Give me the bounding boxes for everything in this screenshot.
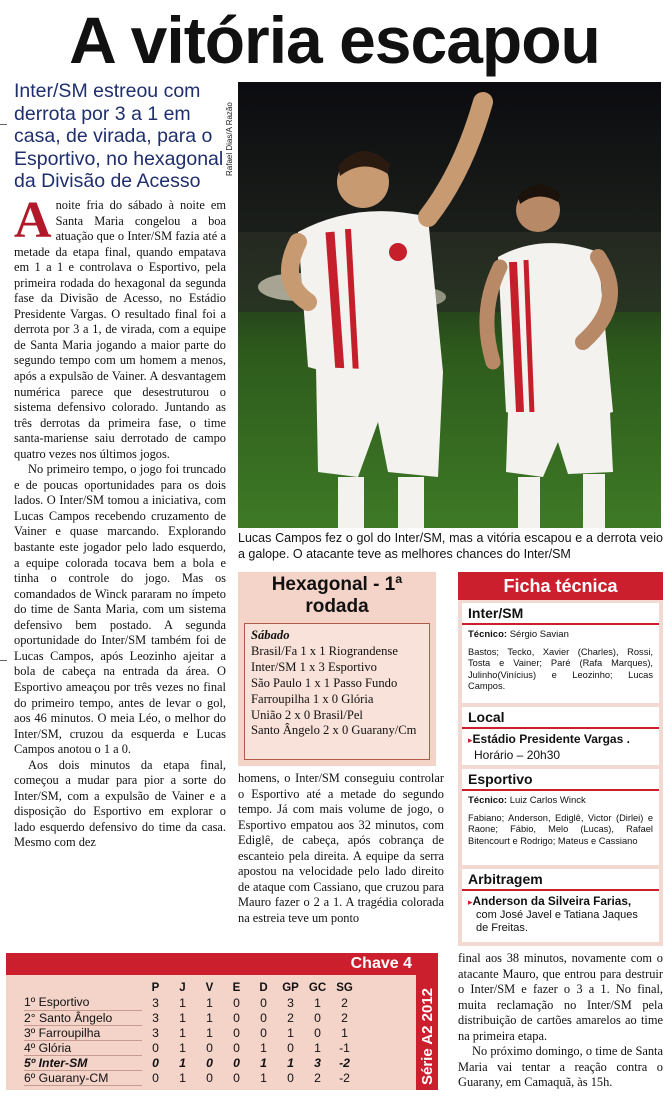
ficha-team-name: Esportivo [462, 769, 659, 791]
stat-cell: 0 [287, 1040, 294, 1055]
stat-cell: 0 [314, 1025, 321, 1040]
article-paragraph: No primeiro tempo, o jogo foi truncado e de poucas oportunidades para os dois lados. O Inter/SM tomou a iniciativa, com Lucas Campos recebendo cruzamento de Vainer e quase marcando. Explorando bastante este jogador pelo lado esquerdo, a equipe colorada tocava bem a bola e tinha o controle do jogo. Mas os comandados de Winck pararam no ímpeto do time de Santa Maria, com um sistema defensivo bem postado. A segunda oportunidade do Inter/SM também foi de Lucas Campos, após Leozinho ajeitar a bola de cabeça na entrada da área. O Esportivo ameaçou por três vezes no final do primeiro tempo, antes de levar o gol, aos 46 minutos. O meia Léo, o melhor do Inter/SM, cruzou da esquerda e Lucas Campos anotou o 1 a 0. [14, 462, 226, 757]
standings-header-row [24, 980, 358, 995]
result-line: Santo Ângelo 2 x 0 Guarany/Cm [251, 723, 417, 738]
stat-cell: 2 [287, 1010, 294, 1025]
column-header: D [259, 981, 268, 994]
ficha-team-name: Inter/SM [462, 603, 659, 625]
stat-cell: -2 [339, 1055, 350, 1070]
stat-cell: 0 [233, 995, 240, 1010]
arrow-right-icon: ▸ [468, 735, 473, 745]
column-header: J [179, 981, 186, 994]
table-row [24, 1010, 358, 1025]
article-column-3 [458, 951, 663, 1091]
stat-cell: 1 [179, 1055, 186, 1070]
team-name-cell: 2° Santo Ângelo [24, 1010, 142, 1025]
table-row [24, 995, 358, 1010]
team-name-cell: 6º Guarany-CM [24, 1070, 142, 1085]
stat-cell: 0 [233, 1010, 240, 1025]
hexagonal-results-box [238, 572, 436, 766]
standings-group-title: Chave 4 [6, 953, 416, 975]
stat-cell: 0 [260, 995, 267, 1010]
ficha-arbitragem-section [462, 869, 659, 942]
stat-cell: 1 [287, 1025, 294, 1040]
stat-cell: 1 [260, 1040, 267, 1055]
margin-tick [0, 660, 7, 661]
stat-cell: 1 [206, 1025, 213, 1040]
stat-cell: 2 [341, 1010, 348, 1025]
ficha-arbitragem-title: Arbitragem [462, 869, 659, 891]
ficha-inter-section [462, 603, 659, 703]
team-name-cell: 4º Glória [24, 1040, 142, 1055]
stat-cell: 0 [206, 1055, 213, 1070]
result-line: União 2 x 0 Brasil/Pel [251, 707, 363, 722]
stat-cell: 0 [314, 1010, 321, 1025]
stat-cell: 1 [206, 1010, 213, 1025]
stat-cell: 0 [233, 1025, 240, 1040]
margin-tick [0, 124, 7, 125]
stat-cell: 2 [314, 1070, 321, 1085]
stat-cell: 3 [287, 995, 294, 1010]
column-header: SG [336, 981, 353, 994]
stat-cell: 0 [152, 1040, 159, 1055]
stat-cell: 1 [179, 1010, 186, 1025]
ficha-local-title: Local [462, 707, 659, 729]
stat-cell: 3 [152, 1025, 159, 1040]
ficha-assistants: com José Javel e Tatiana Jaques de Freitas. [476, 909, 638, 934]
stat-cell: 0 [260, 1010, 267, 1025]
ficha-referee: ▸Anderson da Silveira Farias, [468, 894, 632, 908]
arrow-right-icon: ▸ [468, 897, 473, 907]
stat-cell: 0 [206, 1040, 213, 1055]
stat-cell: 0 [233, 1055, 240, 1070]
standings-table [24, 980, 358, 1086]
column-header: V [205, 981, 214, 994]
result-line: Inter/SM 1 x 3 Esportivo [251, 659, 377, 674]
drop-cap: A [14, 192, 52, 249]
stat-cell: 1 [260, 1070, 267, 1085]
stat-cell: 1 [260, 1055, 267, 1070]
stat-cell: 1 [179, 1040, 186, 1055]
stat-cell: -1 [339, 1040, 350, 1055]
table-row [24, 1070, 358, 1085]
article-paragraph: homens, o Inter/SM conseguiu controlar o Esportivo até a metade do segundo tempo. Já com mais volume de jogo, o Esportivo empatou aos 32 minutos, com Ediglê, de cabeça, após cobrança de escanteio pela direita. A equipe da serra apostou na velocidade pelo lado direito de ataque com Cassiano, que cruzou para Mauro fazer o 2 a 1. A tragédia colorada na estreia teve um ponto [238, 771, 444, 925]
hexagonal-title: Hexagonal - 1ª rodada [271, 574, 403, 617]
stat-cell: 0 [260, 1025, 267, 1040]
stat-cell: 0 [206, 1070, 213, 1085]
result-line: Farroupilha 1 x 0 Glória [251, 691, 374, 706]
players-celebrating-illustration [238, 82, 661, 528]
ficha-tecnica-box [458, 572, 663, 946]
article-paragraph: Aos dois minutos da etapa final, começou a mudar para pior a sorte do Inter/SM, com a expulsão de Vainer e a disposição do Esportivo em explorar o lado esquerdo defensivo do time da casa. Mesmo com dez [14, 757, 226, 850]
stat-cell: 1 [179, 1025, 186, 1040]
table-row [24, 1025, 358, 1040]
stat-cell: 0 [152, 1055, 159, 1070]
headline: A vitória escapou [69, 3, 600, 77]
ficha-coach: Técnico: Sérgio Savian [468, 629, 569, 640]
ficha-lineup: Fabiano; Anderson, Ediglê, Victor (Dirlei) e Raone; Fábio, Melo (Lucas), Rafael Bitencourt e Rodrigo; Mateus e Cassiano [468, 813, 653, 846]
series-label-bar: Série A2 2012 [416, 953, 438, 1090]
hexagonal-results-list [244, 623, 430, 760]
stat-cell: 3 [314, 1055, 321, 1070]
result-line: Brasil/Fa 1 x 1 Riograndense [251, 643, 398, 658]
ficha-title: Ficha técnica [458, 572, 663, 600]
team-name-cell: 3º Farroupilha [24, 1025, 142, 1040]
photo-credit: Rafael Dias/A Razão [225, 102, 234, 176]
article-paragraph: noite fria do sábado à noite em Santa Maria congelou a boa atuação que o Inter/SM fazia até a metade da etapa final, quando empatava em 1 a 1 e controlava o Esportivo, pela primeira rodada do hexagonal da segunda fase da Divisão de Acesso, no Estádio Presidente Vargas. O resultado final foi a derrota por 3 a 1, de virada, com a equipe de Santa Maria jogando a maior parte do segundo tempo com um homem a menos, após a expulsão de Vainer. A desvantagem numérica parece que desestruturou o sistema defensivo colorado. Juntando as três derrotas da primeira fase, o time santa-mariense saiu derrotado de campo quatro vezes nos últimos jogos. [14, 198, 226, 461]
result-line: São Paulo 1 x 1 Passo Fundo [251, 675, 398, 690]
stat-cell: 0 [233, 1070, 240, 1085]
team-name-cell: 5º Inter-SM [24, 1055, 142, 1070]
stat-cell: 3 [152, 1010, 159, 1025]
stat-cell: 0 [233, 1040, 240, 1055]
ficha-local-section [462, 707, 659, 765]
article-column-2 [238, 771, 444, 926]
stat-cell: 3 [152, 995, 159, 1010]
ficha-time: Horário – 20h30 [474, 748, 561, 762]
stat-cell: 1 [341, 1025, 348, 1040]
stat-cell: 1 [206, 995, 213, 1010]
stat-cell: 1 [314, 995, 321, 1010]
ficha-coach: Técnico: Luiz Carlos Winck [468, 795, 586, 806]
column-header: GP [282, 981, 299, 994]
stat-cell: 1 [314, 1040, 321, 1055]
column-header: P [151, 981, 160, 994]
photo-caption: Lucas Campos fez o gol do Inter/SM, mas a vitória escapou e a derrota veio a galope. O atacante teve as melhores chances do Inter/SM [238, 531, 663, 561]
ficha-stadium: ▸Estádio Presidente Vargas . [468, 732, 630, 746]
standings-box [6, 953, 436, 1090]
team-name-cell: 1º Esportivo [24, 995, 142, 1010]
stat-cell: 1 [179, 995, 186, 1010]
article-column-1 [14, 192, 226, 851]
table-row [24, 1040, 358, 1055]
stat-cell: 0 [152, 1070, 159, 1085]
ficha-esportivo-section [462, 769, 659, 865]
stat-cell: 0 [287, 1070, 294, 1085]
stat-cell: 1 [179, 1070, 186, 1085]
table-row-highlighted [24, 1055, 358, 1070]
article-paragraph: No próximo domingo, o time de Santa Maria vai tentar a reação contra o Guarany, em Camaquã, às 15h. [458, 1044, 663, 1090]
ficha-lineup: Bastos; Tecko, Xavier (Charles), Rossi, Tosta e Vainer; Paré (Rafa Marques), Julinho(Vinícius) e Leozinho; Lucas Campos. [468, 647, 653, 691]
stat-cell: 2 [341, 995, 348, 1010]
article-paragraph: final aos 38 minutos, novamente com o atacante Mauro, que entrou para destruir o Inter/SM e fazer o 3 a 1. No final, muita reclamação no Inter/SM pela distribuição de cartões amarelos ao time na primeira etapa. [458, 951, 663, 1043]
stat-cell: 1 [287, 1055, 294, 1070]
column-header: E [232, 981, 241, 994]
column-header: GC [308, 981, 327, 994]
match-photo [238, 82, 661, 528]
stat-cell: -2 [339, 1070, 350, 1085]
subhead: Inter/SM estreou com derrota por 3 a 1 em casa, de virada, para o Esportivo, no hexagonal da Divisão de Acesso [14, 80, 224, 192]
results-day: Sábado [251, 628, 290, 642]
